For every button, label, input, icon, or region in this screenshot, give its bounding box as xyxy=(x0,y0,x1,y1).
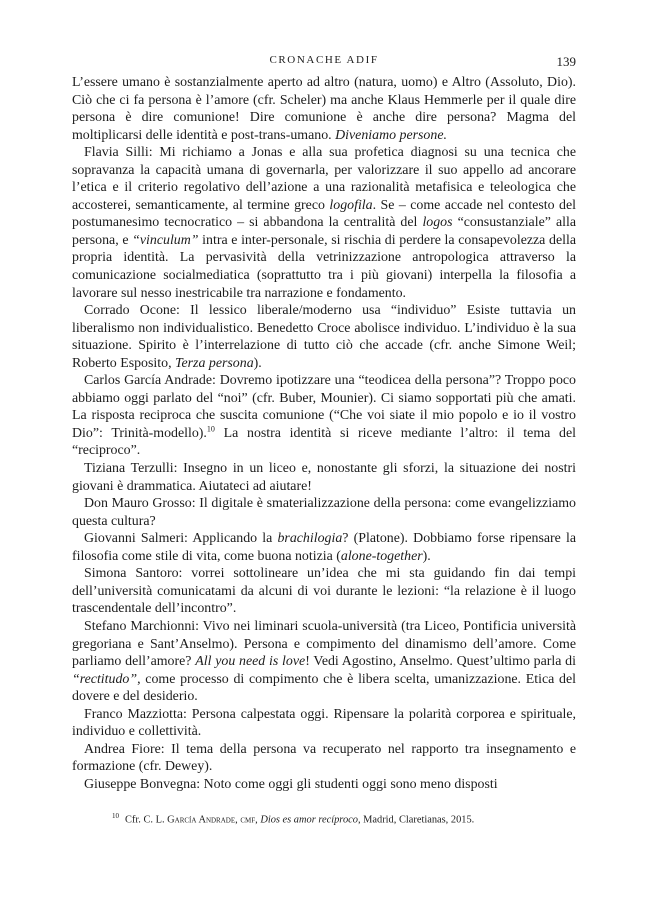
small-caps-run: cmf xyxy=(240,814,256,826)
paragraph xyxy=(72,144,576,302)
text-run: , xyxy=(255,814,261,826)
text-run: Tiziana Terzulli: Insegno in un liceo e, nonostante gli sforzi, la situazione dei nostri giovani è drammatica. Aiutateci ad aiutare! xyxy=(72,461,576,494)
italic-run: Terza persona xyxy=(175,355,254,371)
italic-run: Dios es amor recíproco xyxy=(260,814,358,826)
footnote-ref: 10 xyxy=(206,424,215,434)
text-run: L’essere umano è sostanzialmente aperto ad altro (natura, uomo) e Altro (Assoluto, Dio). Ciò che ci fa persona è l’amore (cfr. Scheler) ma anche Klaus Hemmerle per il quale dire persona è dire comunione! Dire comunione è anche dire persona? Magma del moltiplicarsi delle identità e post-trans-umano. xyxy=(72,75,576,143)
small-caps-run: García Andrade xyxy=(167,814,236,826)
text-run: , Madrid, Claretianas, 2015. xyxy=(357,814,475,826)
italic-run: All you need is love xyxy=(195,654,306,670)
page-number: 139 xyxy=(556,54,576,69)
text-run: Cfr. C. L. xyxy=(125,814,168,826)
paragraph xyxy=(72,495,576,530)
paragraph xyxy=(72,741,576,776)
text-run: Flavia Silli: Mi richiamo a Jonas e alla sua profetica diagnosi su una tecnica che sopravanza la capacità umana di governarla, per valorizzare il suo appello ad ancorare l’etica e il criterio regolativo dell’azione a una razionalità metafisica e teleologica che accosterei, semanticamente, al termine greco xyxy=(72,145,576,213)
text-run: Franco Mazziotta: Persona calpestata oggi. Ripensare la polarità corporea e spirituale, individuo e collettività. xyxy=(72,706,576,740)
text-run: La nostra identità si riceve mediante l’altro: il tema del “reciproco”. xyxy=(72,425,576,459)
running-title: CRONACHE ADIF xyxy=(269,54,379,66)
text-run: ). xyxy=(422,548,431,564)
footnote xyxy=(72,810,576,826)
text-run: . Se – come accade nel contesto del postumanesimo tecnocratico – si abbandona la centralità del xyxy=(72,197,576,231)
text-run: Carlos García Andrade: Dovremo ipotizzare una “teodicea della persona”? Troppo poco abbiamo oggi parlato del “noi” (cfr. Buber, Mounier). Ci siamo sopportati più che amati. La risposta reciproca che suscita comunione (“Che voi siate il mio popolo e io il vostro Dio”: Trinità-modello). xyxy=(72,373,576,441)
paragraph xyxy=(72,372,576,460)
running-head xyxy=(72,54,576,68)
paragraph xyxy=(72,74,576,144)
italic-run: Diveniamo persone. xyxy=(335,127,447,143)
paragraph xyxy=(72,706,576,741)
text-run: Simona Santoro: vorrei sottolineare un’idea che mi sta guidando fin dai tempi dell’università comunicatami da alcuni di voi durante le lezioni: “la relazione è il luogo trascendentale dell’incontro”. xyxy=(72,566,576,617)
text-run: ). xyxy=(253,355,262,371)
italic-run: “vinculum” xyxy=(132,232,199,248)
paragraph xyxy=(72,530,576,565)
text-run: Giuseppe Bonvegna: Noto come oggi gli studenti oggi sono meno disposti xyxy=(84,776,498,792)
paragraph xyxy=(72,460,576,495)
text-run: ? (Platone). Dobbiamo forse ripensare la filosofia come stile di vita, come buona notizia ( xyxy=(72,531,576,564)
text-run: intra e inter-personale, si rischia di perdere la consapevolezza della propria identità. La pervasività della vetrinizzazione antropologica attraverso la comunicazione socialmediatica (soprattutto tra i più giovani) interpella la filosofia a lavorare sul nesso inestricabile tra narrazione e fondamento. xyxy=(72,232,576,301)
text-run: Giovanni Salmeri: Applicando la xyxy=(84,531,278,547)
italic-run: alone-together xyxy=(340,548,423,564)
paragraph xyxy=(72,302,576,372)
paragraph xyxy=(72,565,576,618)
text-run: Stefano Marchionni: Vivo nei liminari scuola-università (tra Liceo, Pontificia università gregoriana e Sant’Anselmo). Persona e compimento del dinamismo dell’amore. Come parliamo dell’amore? xyxy=(72,618,576,670)
text-run: Corrado Ocone: Il lessico liberale/moderno usa “individuo” Esiste tuttavia un liberalismo non individualistico. Benedetto Croce abolisce individuo. L’individuo è la sua situazione. Spirito è l’interrelazione di tutto ciò che accade (cfr. anche Simone Weil; Roberto Esposito, xyxy=(72,303,576,371)
text-run: ! Vedi Agostino, Anselmo. Quest’ultimo parla di xyxy=(305,654,576,670)
paragraph xyxy=(72,776,576,794)
text-run: , xyxy=(235,814,241,826)
text-run: Andrea Fiore: Il tema della persona va recuperato nel rapporto tra insegnamento e formazione (cfr. Dewey). xyxy=(72,741,576,775)
italic-run: brachilogia xyxy=(277,531,343,547)
italic-run: “rectitudo” xyxy=(72,671,138,687)
text-run: “consustanziale” alla persona, e xyxy=(72,215,577,248)
body-text xyxy=(72,74,576,793)
italic-run: logos xyxy=(422,215,453,231)
footnote-number: 10 xyxy=(112,812,119,820)
paragraph xyxy=(72,618,576,706)
text-run: , come processo di compimento che è libera scelta, umanizzazione. Etica del dovere e del desiderio. xyxy=(72,671,576,705)
italic-run: logofila xyxy=(329,197,373,213)
text-run: Don Mauro Grosso: Il digitale è smaterializzazione della persona: come evangelizziamo questa cultura? xyxy=(72,496,576,529)
